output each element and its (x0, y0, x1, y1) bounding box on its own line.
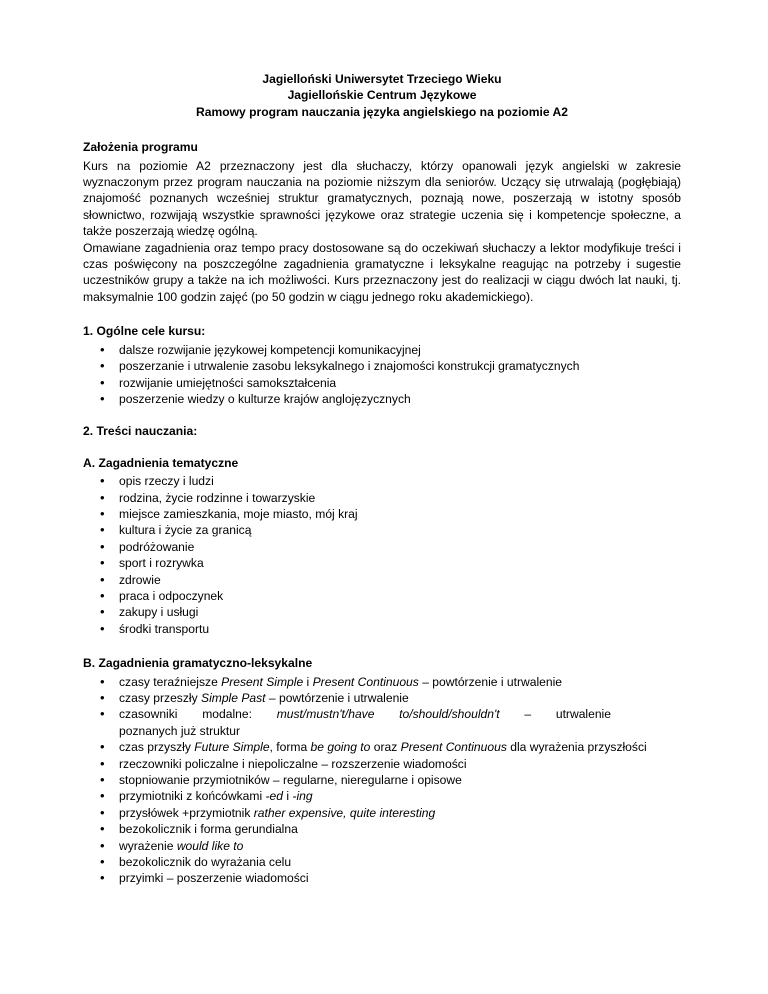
list-item: • praca i odpoczynek (119, 588, 681, 604)
topics-heading: A. Zagadnienia tematyczne (83, 455, 239, 470)
list-item: • rzeczowniki policzalne i niepoliczalne – rozszerzenie wiadomości (119, 756, 681, 772)
assumptions-paragraph-1: Kurs na poziomie A2 przeznaczony jest dla słuchaczy, którzy opanowali język angielski w zakresie wyznaczonym przez program nauczania na poziomie niższym dla seniorów. Uczący się utrwalają (pogłębiają) znajomość poznanych wcześniej struktur gramatycznych, poznają nowe, poszerzają w istotny sposób słownictwo, rozwijają wszystkie sprawności językowe oraz strategie uczenia się i kompetencje społeczne, a także poszerzają wiedzę ogólną. (83, 158, 681, 239)
list-item: • zakupy i usługi (119, 604, 681, 620)
item-text: wyrażenie (119, 838, 177, 853)
document-title: Ramowy program nauczania języka angielskiego na poziomie A2 (196, 104, 568, 119)
item-text: czas przyszły (119, 740, 195, 755)
item-text: dla wyrażenia przyszłości (506, 740, 647, 755)
suffix: -ing (292, 789, 313, 804)
item-text: i (303, 674, 313, 689)
example: would like to (176, 838, 244, 853)
list-item (119, 838, 681, 854)
item-text: czasy teraźniejsze (119, 674, 222, 689)
item-text: – powtórzenie i utrwalenie (418, 674, 563, 689)
list-item: • bezokolicznik do wyrażania celu (119, 854, 681, 870)
list-item: • przyimki – poszerzenie wiadomości (119, 870, 681, 886)
list-item: • rodzina, życie rodzinne i towarzyskie (119, 490, 681, 506)
list-item: • zdrowie (119, 572, 681, 588)
university-name: Jagielloński Uniwersytet Trzeciego Wieku (262, 72, 502, 86)
list-item: • bezokolicznik i forma gerundialna (119, 821, 681, 837)
list-item (119, 739, 681, 755)
list-item: • podróżowanie (119, 539, 681, 555)
tense-name: Future Simple (194, 740, 270, 755)
list-item: • kultura i życie za granicą (119, 522, 681, 538)
item-text: , forma (269, 740, 311, 755)
list-item: • poszerzenie wiedzy o kulturze krajów anglojęzycznych (119, 391, 681, 407)
tense-name: Present Continuous (400, 740, 507, 755)
center-name: Jagiellońskie Centrum Językowe (287, 88, 477, 103)
item-text: poznanych już struktur (119, 723, 240, 738)
list-item (119, 706, 681, 739)
item-text: czasowniki modalne: (119, 707, 252, 722)
goals-heading: 1. Ogólne cele kursu: (83, 324, 206, 339)
tense-name: Present Continuous (312, 674, 419, 689)
list-item: • sport i rozrywka (119, 555, 681, 571)
tense-name: Present Simple (221, 674, 304, 689)
tense-name: Simple Past (201, 691, 266, 705)
list-item (119, 674, 681, 690)
example: rather expensive, quite interesting (253, 805, 436, 820)
list-item (119, 788, 681, 804)
topics-list (83, 473, 681, 637)
list-item: • rozwijanie umiejętności samokształcenia (119, 375, 681, 391)
list-item: • opis rzeczy i ludzi (119, 473, 681, 489)
list-item: • dalsze rozwijanie językowej kompetencji komunikacyjnej (119, 342, 681, 358)
list-item: • miejsce zamieszkania, moje miasto, mój kraj (119, 506, 681, 522)
list-item: • stopniowanie przymiotników – regularne, nieregularne i opisowe (119, 772, 681, 788)
assumptions-paragraph-2: Omawiane zagadnienia oraz tempo pracy dostosowane są do oczekiwań słuchaczy a lektor modyfikuje treści i czas poświęcony na poszczególne zagadnienia gramatyczne i leksykalne reagując na potrzeby i sugestie uczestników grupy a także na ich możliwości. Kurs przeznaczony jest do realizacji w ciągu dwóch lat nauki, tj. maksymalnie 100 godzin zajęć (po 50 godzin w ciągu jednego roku akademickiego). (83, 240, 681, 304)
grammar-heading: B. Zagadnienia gramatyczno-leksykalne (83, 656, 313, 671)
modal-verbs: must/mustn't/have to/should/shouldn't (276, 707, 500, 722)
item-text: – utrwalenie (524, 707, 611, 722)
list-item: • poszerzanie i utrwalenie zasobu leksykalnego i znajomości konstrukcji gramatycznych (119, 358, 681, 374)
assumptions-heading: Założenia programu (83, 140, 198, 155)
content-heading: 2. Treści nauczania: (83, 424, 198, 439)
item-text: przymiotniki z końcówkami (119, 789, 266, 804)
item-text: i (283, 789, 293, 804)
grammar-list (83, 674, 681, 887)
item-line (119, 706, 681, 722)
list-item (119, 805, 681, 821)
item-text: przysłówek +przymiotnik (119, 805, 254, 820)
goals-list (83, 342, 681, 408)
item-text: czasy przeszły (119, 691, 201, 705)
list-item (119, 690, 681, 706)
tense-name: be going to (310, 740, 371, 755)
item-text: – powtórzenie i utrwalenie (265, 691, 409, 705)
item-text: oraz (370, 740, 401, 755)
list-item: • środki transportu (119, 621, 681, 637)
suffix: -ed (265, 789, 283, 804)
document-header (83, 71, 681, 120)
